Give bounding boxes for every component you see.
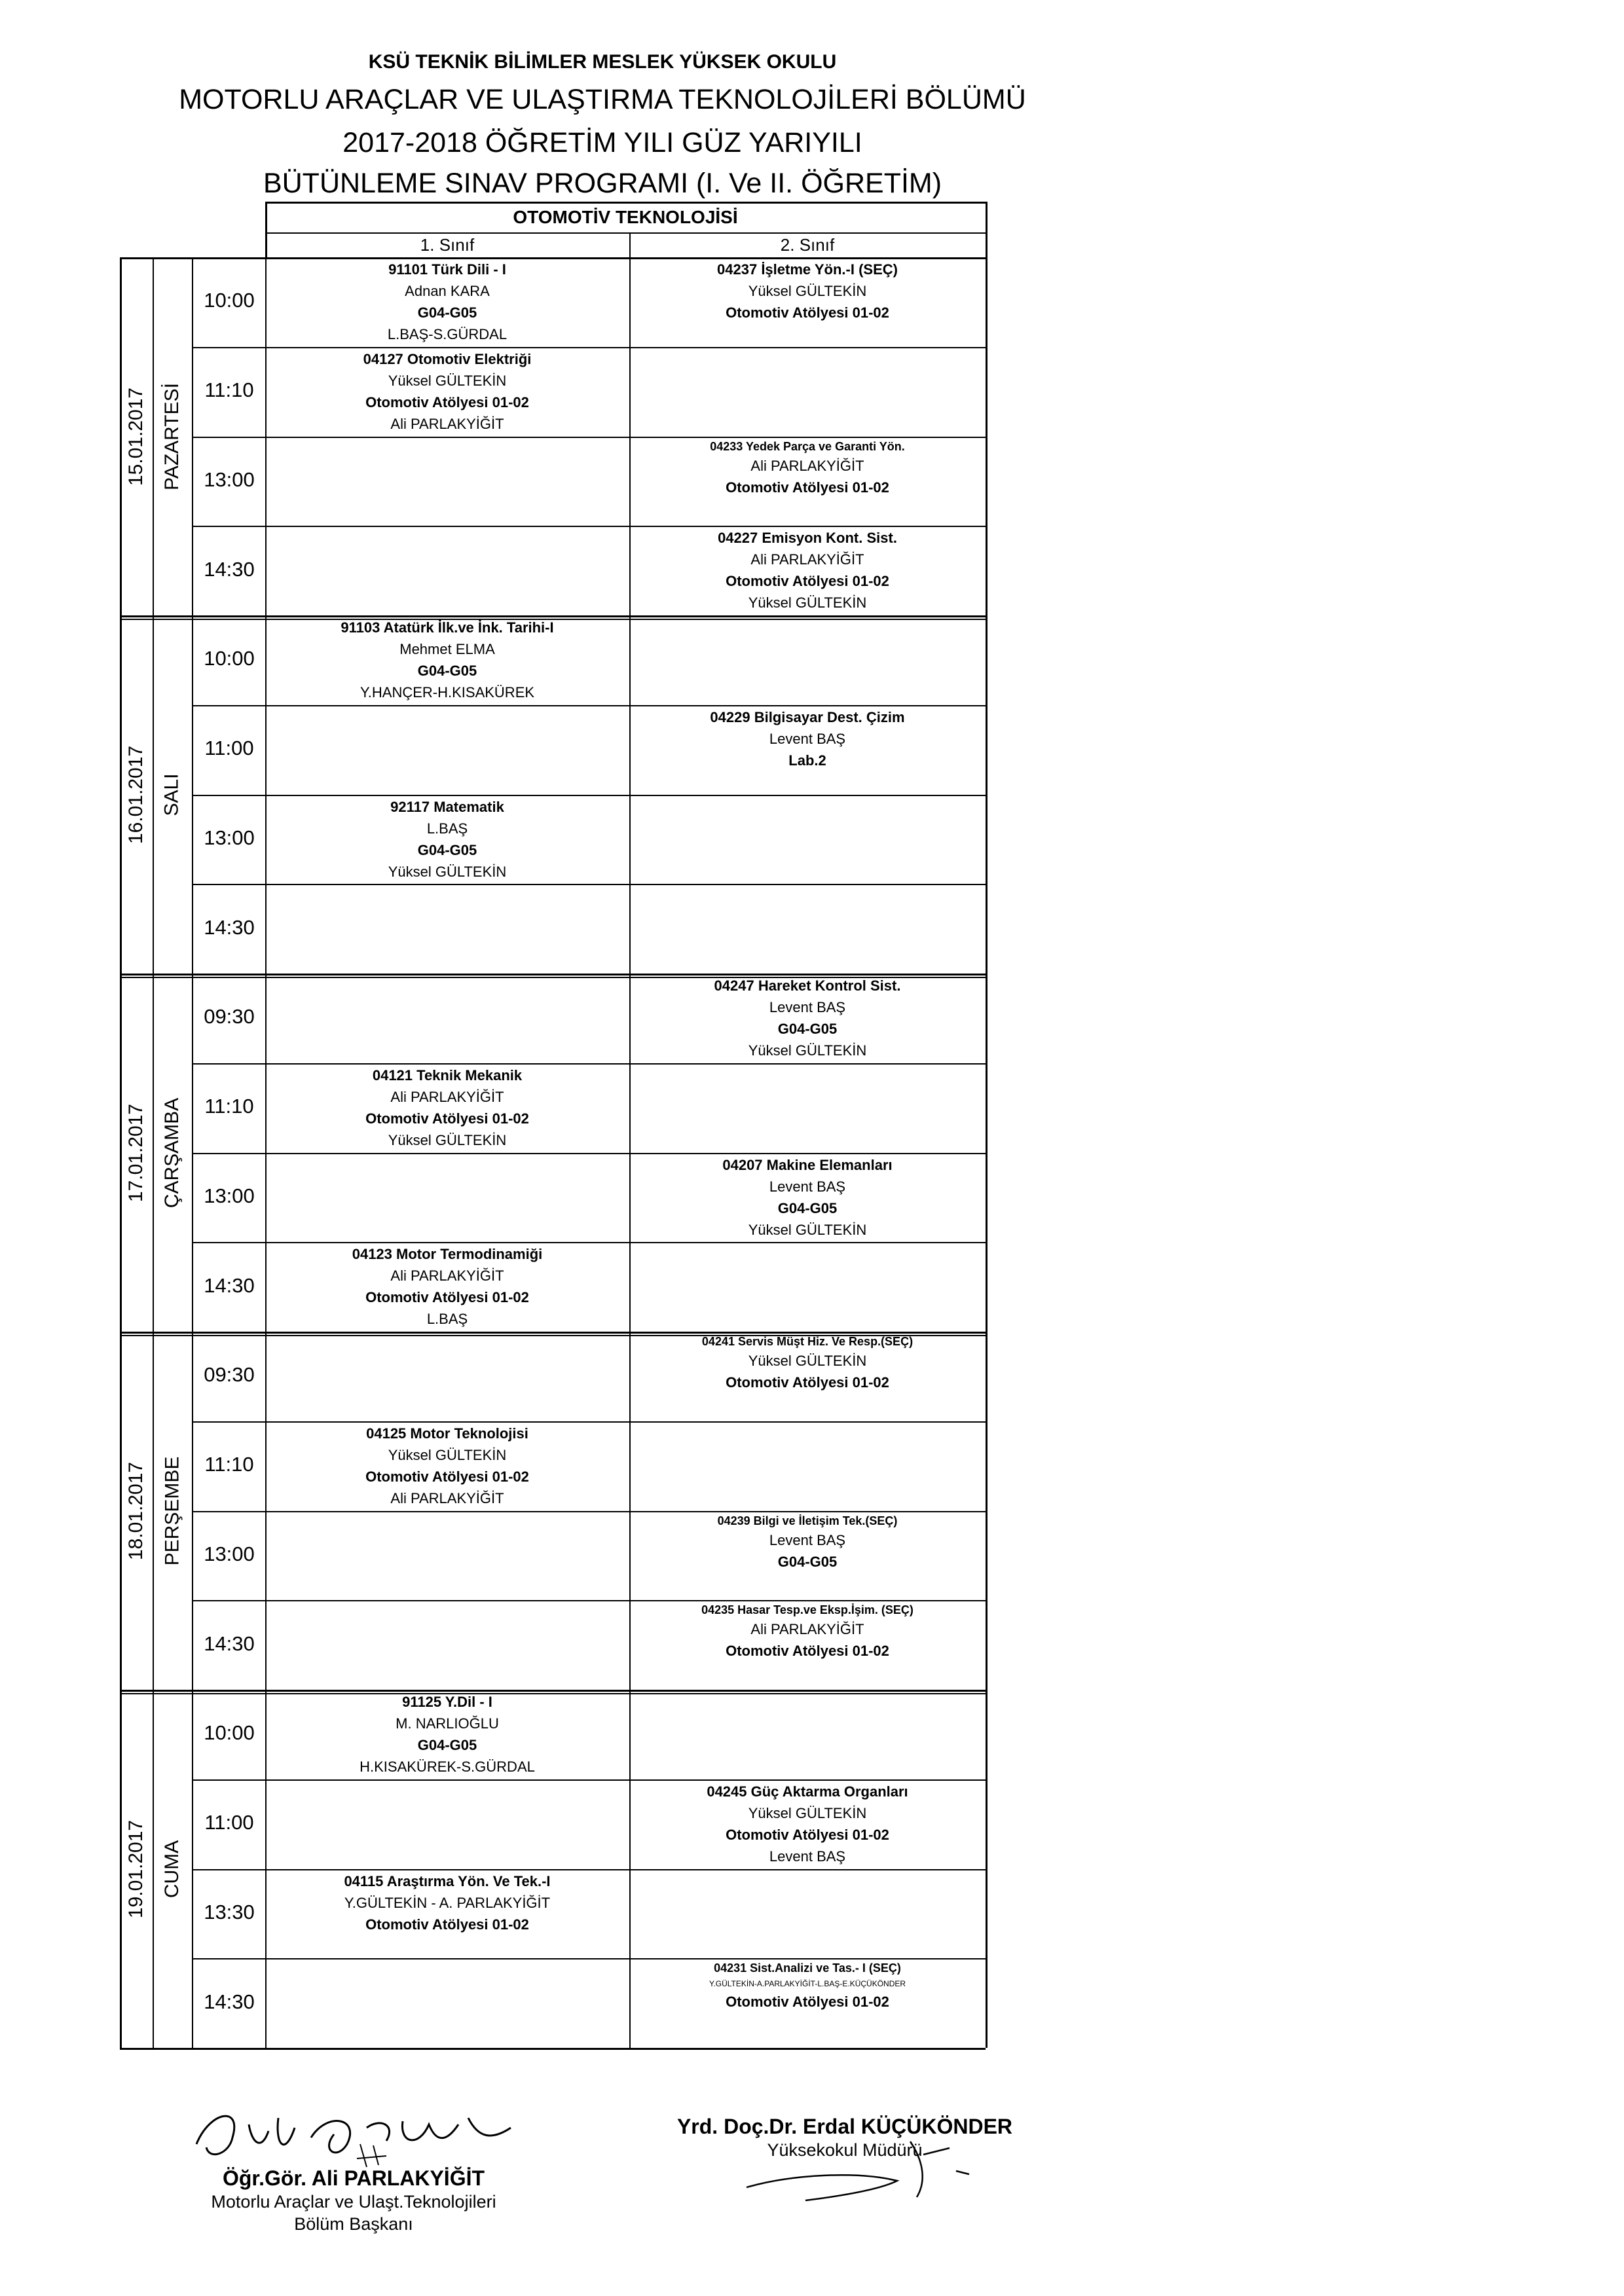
course-cell-class-1 <box>265 1153 629 1241</box>
course-cell-class-2 <box>629 1063 986 1152</box>
course-cell-class-2 <box>629 1242 986 1330</box>
course-detail: Otomotiv Atölyesi 01-02 <box>726 1994 889 2011</box>
exam-weekday-text: ÇARŞAMBA <box>161 1097 183 1208</box>
course-cell-class-2 <box>629 1958 986 2047</box>
course-cell-class-1 <box>265 257 629 346</box>
course-detail: Otomotiv Atölyesi 01-02 <box>726 1374 889 1391</box>
course-detail: Ali PARLAKYİĞİT <box>750 551 864 568</box>
exam-date <box>120 615 153 974</box>
course-title: 91101 Türk Dili - I <box>388 261 506 278</box>
exam-weekday <box>153 1690 192 2048</box>
exam-date <box>120 1690 153 2048</box>
course-detail: Yüksel GÜLTEKİN <box>748 1804 867 1821</box>
exam-time: 13:00 <box>204 1542 255 1565</box>
course-title: 04125 Motor Teknolojisi <box>366 1425 528 1442</box>
course-cell-class-2 <box>629 1779 986 1868</box>
course-title: 04245 Güç Aktarma Organları <box>707 1783 908 1800</box>
table-top-border <box>265 202 986 204</box>
course-cell-class-2 <box>629 437 986 525</box>
course-cell-class-1 <box>265 1332 629 1420</box>
course-detail: Otomotiv Atölyesi 01-02 <box>365 1289 529 1306</box>
course-detail: L.BAŞ <box>426 1311 468 1328</box>
signature-block-director <box>661 2115 1028 2207</box>
course-detail: Ali PARLAKYİĞİT <box>390 1267 504 1285</box>
course-detail: Levent BAŞ <box>769 1848 846 1865</box>
course-detail: Yüksel GÜLTEKİN <box>748 1221 867 1238</box>
signer-role-left-2: Bölüm Başkanı <box>294 2214 413 2234</box>
course-detail: Yüksel GÜLTEKİN <box>388 372 507 389</box>
course-title: 04247 Hareket Kontrol Sist. <box>714 977 901 994</box>
course-cell-class-1 <box>265 1690 629 1778</box>
header-column-divider <box>629 232 631 257</box>
course-detail: Adnan KARA <box>405 283 490 299</box>
exam-time: 13:30 <box>204 1900 255 1923</box>
course-detail: Ali PARLAKYİĞİT <box>390 1088 504 1105</box>
course-detail: G04-G05 <box>777 1021 838 1037</box>
exam-time: 14:30 <box>204 915 255 939</box>
exam-weekday <box>153 257 192 615</box>
course-cell-class-1 <box>265 1063 629 1152</box>
exam-time: 14:30 <box>204 1990 255 2013</box>
course-detail: G04-G05 <box>777 1199 838 1216</box>
exam-weekday <box>153 974 192 1332</box>
course-cell-class-2 <box>629 257 986 346</box>
program-header: OTOMOTİV TEKNOLOJİSİ <box>513 207 738 227</box>
course-cell-class-2 <box>629 526 986 614</box>
exam-weekday-text: CUMA <box>161 1840 183 1898</box>
course-detail: Ali PARLAKYİĞİT <box>750 1621 864 1638</box>
course-cell-class-1 <box>265 347 629 435</box>
course-detail: Ali PARLAKYİĞİT <box>390 1489 504 1506</box>
course-detail: Otomotiv Atölyesi 01-02 <box>365 1468 529 1485</box>
day-time-divider <box>192 257 193 2048</box>
exam-time: 11:10 <box>204 378 254 402</box>
course-detail: Yüksel GÜLTEKİN <box>748 1042 867 1059</box>
exam-time: 11:10 <box>204 1095 254 1118</box>
body-left-border <box>120 257 122 2048</box>
course-detail: M. NARLIOĞLU <box>396 1715 499 1732</box>
course-detail: Yüksel GÜLTEKİN <box>748 283 867 299</box>
course-detail: L.BAŞ-S.GÜRDAL <box>387 326 507 342</box>
course-title: 04237 İşletme Yön.-I (SEÇ) <box>717 261 898 278</box>
exam-schedule-table <box>120 202 986 2073</box>
exam-weekday-text: SALI <box>161 773 183 816</box>
course-cell-class-1 <box>265 1242 629 1330</box>
exam-time: 09:30 <box>204 1005 255 1029</box>
signer-role-right: Yüksekokul Müdürü <box>767 2140 923 2160</box>
course-title: 04123 Motor Termodinamiği <box>352 1246 543 1263</box>
exam-time: 14:30 <box>204 1273 255 1297</box>
course-cell-class-1 <box>265 884 629 972</box>
course-cell-class-2 <box>629 347 986 435</box>
signer-name-left: Öğr.Gör. Ali PARLAKYİĞİT <box>222 2166 485 2190</box>
course-title: 04235 Hasar Tesp.ve Eksp.İşim. (SEÇ) <box>701 1603 913 1617</box>
course-cell-class-1 <box>265 437 629 525</box>
exam-date <box>120 974 153 1332</box>
course-detail: Otomotiv Atölyesi 01-02 <box>726 479 889 496</box>
course-cell-class-2 <box>629 974 986 1062</box>
exam-time: 13:00 <box>204 826 255 849</box>
course-cell-class-2 <box>629 884 986 972</box>
exam-weekday <box>153 615 192 974</box>
course-title: 92117 Matematik <box>390 798 504 815</box>
exam-time: 11:00 <box>204 1811 254 1834</box>
course-detail: Yüksel GÜLTEKİN <box>748 594 867 611</box>
course-detail: Otomotiv Atölyesi 01-02 <box>726 1643 889 1660</box>
exam-time: 11:10 <box>204 1453 254 1476</box>
exam-date-text: 18.01.2017 <box>125 1461 147 1560</box>
course-detail: L.BAŞ <box>426 820 468 837</box>
course-cell-class-1 <box>265 705 629 793</box>
course-detail: Levent BAŞ <box>769 1531 846 1548</box>
signer-name-right: Yrd. Doç.Dr. Erdal KÜÇÜKÖNDER <box>676 2115 1013 2138</box>
exam-time: 14:30 <box>204 557 255 581</box>
course-title: 04229 Bilgisayar Dest. Çizim <box>710 708 905 725</box>
course-detail: Yüksel GÜLTEKİN <box>388 863 507 880</box>
course-detail: Y.HANÇER-H.KISAKÜREK <box>360 684 535 701</box>
header-left-border <box>265 202 267 257</box>
course-detail: Otomotiv Atölyesi 01-02 <box>365 393 529 410</box>
exam-date-text: 19.01.2017 <box>125 1819 147 1918</box>
course-detail: G04-G05 <box>417 841 477 858</box>
course-cell-class-2 <box>629 1869 986 1958</box>
course-detail: Otomotiv Atölyesi 01-02 <box>365 1110 529 1127</box>
class-1-header: 1. Sınıf <box>420 234 475 255</box>
course-detail: H.KISAKÜREK-S.GÜRDAL <box>360 1758 535 1775</box>
course-title: 91125 Y.Dil - I <box>402 1694 492 1710</box>
course-detail: Ali PARLAKYİĞİT <box>750 457 864 474</box>
exam-time: 10:00 <box>204 647 255 670</box>
course-cell-class-2 <box>629 795 986 883</box>
course-detail: Otomotiv Atölyesi 01-02 <box>726 1826 889 1843</box>
course-cell-class-1 <box>265 795 629 883</box>
course-detail: Yüksel GÜLTEKİN <box>388 1446 507 1463</box>
program-header-divider <box>265 232 986 234</box>
exam-program-title: BÜTÜNLEME SINAV PROGRAMI (I. Ve II. ÖĞRETİM) <box>263 168 942 199</box>
class-column-divider <box>629 257 631 2048</box>
course-cell-class-2 <box>629 1421 986 1510</box>
course-title: 04207 Makine Elemanları <box>722 1156 893 1173</box>
course-cell-class-1 <box>265 974 629 1062</box>
exam-date-text: 16.01.2017 <box>125 745 147 844</box>
table-bottom-border <box>120 2048 986 2050</box>
exam-time: 13:00 <box>204 1184 255 1207</box>
course-title: 91103 Atatürk İlk.ve İnk. Tarihi-I <box>341 619 554 636</box>
department-name: MOTORLU ARAÇLAR VE ULAŞTIRMA TEKNOLOJİLERİ BÖLÜMÜ <box>179 84 1026 115</box>
course-title: 04233 Yedek Parça ve Garanti Yön. <box>710 439 905 453</box>
course-cell-class-1 <box>265 526 629 614</box>
course-cell-class-2 <box>629 1600 986 1688</box>
body-right-border <box>986 257 987 2048</box>
course-detail: Yüksel GÜLTEKİN <box>748 1353 867 1369</box>
course-cell-class-2 <box>629 1332 986 1420</box>
course-cell-class-1 <box>265 1958 629 2047</box>
exam-weekday-text: PAZARTESİ <box>161 382 183 490</box>
course-cell-class-2 <box>629 705 986 793</box>
exam-date-text: 17.01.2017 <box>125 1103 147 1202</box>
course-detail: Y.GÜLTEKİN - A. PARLAKYİĞİT <box>344 1894 551 1911</box>
date-day-divider <box>153 257 154 2048</box>
course-cell-class-2 <box>629 1153 986 1241</box>
course-detail: G04-G05 <box>417 1737 477 1753</box>
exam-date <box>120 257 153 615</box>
school-name: KSÜ TEKNİK BİLİMLER MESLEK YÜKSEK OKULU <box>368 51 837 73</box>
course-title: 04241 Servis Müşt Hiz. Ve Resp.(SEÇ) <box>701 1335 913 1348</box>
exam-time: 14:30 <box>204 1631 255 1655</box>
time-course-divider <box>265 257 267 2048</box>
course-detail: G04-G05 <box>417 304 477 321</box>
course-detail: Otomotiv Atölyesi 01-02 <box>365 1916 529 1933</box>
course-detail: Levent BAŞ <box>769 999 846 1015</box>
academic-term: 2017-2018 ÖĞRETİM YILI GÜZ YARIYILI <box>342 127 862 158</box>
course-detail: Levent BAŞ <box>769 730 846 747</box>
exam-time: 09:30 <box>204 1363 255 1387</box>
course-title: 04227 Emisyon Kont. Sist. <box>718 530 897 547</box>
exam-time: 11:00 <box>204 737 254 760</box>
course-detail: G04-G05 <box>777 1553 838 1570</box>
course-title: 04115 Araştırma Yön. Ve Tek.-I <box>344 1872 551 1889</box>
course-cell-class-1 <box>265 1421 629 1510</box>
exam-time: 10:00 <box>204 289 255 312</box>
course-cell-class-1 <box>265 1600 629 1688</box>
course-detail: Lab.2 <box>788 752 826 769</box>
course-detail: Otomotiv Atölyesi 01-02 <box>726 573 889 590</box>
course-cell-class-2 <box>629 615 986 704</box>
course-cell-class-2 <box>629 1511 986 1599</box>
course-cell-class-1 <box>265 1869 629 1958</box>
course-title: 04239 Bilgi ve İletişim Tek.(SEÇ) <box>717 1514 898 1527</box>
class-2-header: 2. Sınıf <box>780 234 835 255</box>
course-detail: Otomotiv Atölyesi 01-02 <box>726 304 889 321</box>
signature-block-head <box>170 2098 537 2235</box>
exam-date <box>120 1332 153 1690</box>
course-cell-class-2 <box>629 1690 986 1778</box>
course-detail: Levent BAŞ <box>769 1178 846 1195</box>
course-cell-class-1 <box>265 615 629 704</box>
signer-role-left-1: Motorlu Araçlar ve Ulaşt.Teknolojileri <box>211 2192 496 2212</box>
handwritten-signature-left <box>170 2098 537 2170</box>
course-title: 04127 Otomotiv Elektriği <box>363 350 532 367</box>
course-title: 04231 Sist.Analizi ve Tas.- I (SEÇ) <box>714 1961 901 1975</box>
exam-time: 13:00 <box>204 467 255 491</box>
course-detail: Mehmet ELMA <box>399 641 495 657</box>
exam-date-text: 15.01.2017 <box>125 387 147 486</box>
exam-weekday-text: PERŞEMBE <box>161 1456 183 1565</box>
exam-time: 10:00 <box>204 1721 255 1745</box>
course-title: 04121 Teknik Mekanik <box>372 1066 523 1084</box>
course-detail: G04-G05 <box>417 663 477 679</box>
course-detail: Y.GÜLTEKİN-A.PARLAKYİĞİT-L.BAŞ-E.KÜÇÜKÖNDER <box>709 1979 906 1989</box>
course-cell-class-1 <box>265 1779 629 1868</box>
header-right-border <box>986 202 987 257</box>
course-detail: Yüksel GÜLTEKİN <box>388 1131 507 1148</box>
course-detail: Ali PARLAKYİĞİT <box>390 415 504 432</box>
exam-weekday <box>153 1332 192 1690</box>
course-cell-class-1 <box>265 1511 629 1599</box>
